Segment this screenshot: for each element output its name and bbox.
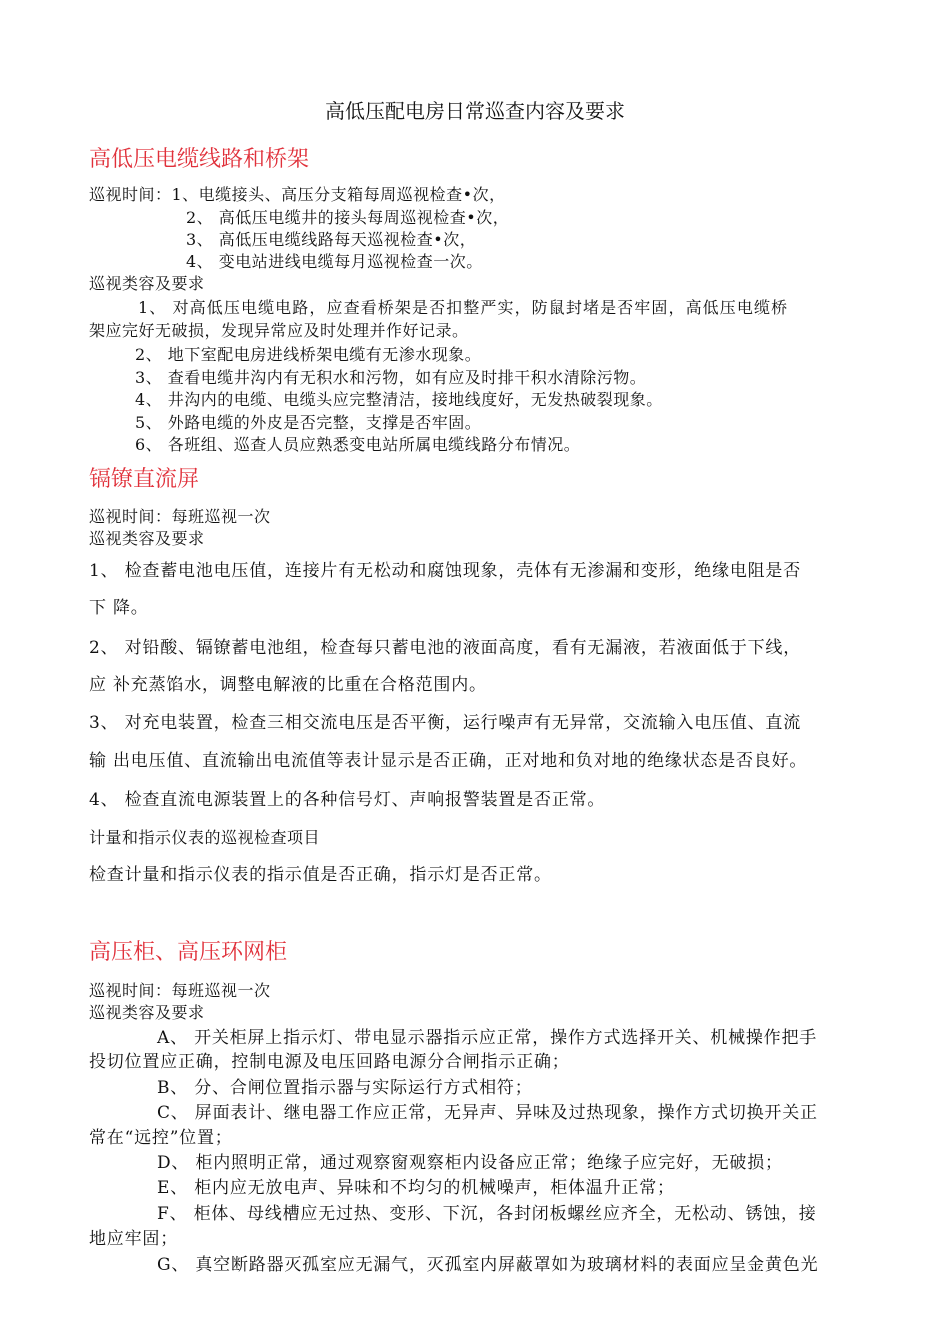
requirement-item: 3、 对充电装置，检查三相交流电压是否平衡，运行噪声有无异常，交流输入电压值、直流 — [89, 713, 802, 733]
requirement-item: 1、 检查蓄电池电压值，连接片有无松动和腐蚀现象，壳体有无渗漏和变形，绝缘电阻是否 — [89, 561, 802, 581]
requirement-item: 2、 地下室配电房进线桥架电缆有无渗水现象。 — [135, 345, 482, 364]
requirement-item: C、 屏面表计、继电器工作应正常，无异声、异味及过热现象，操作方式切换开关正 — [157, 1103, 818, 1123]
requirement-item: 地应牢固； — [89, 1229, 178, 1249]
requirement-item: G、 真空断路器灭孤室应无漏气，灭孤室内屏蔽罩如为玻璃材料的表面应呈金黄色光 — [157, 1255, 819, 1275]
sub-heading: 计量和指示仪表的巡视检查项目 — [89, 828, 321, 847]
requirement-item: 3、 查看电缆井沟内有无积水和污物，如有应及时排干积水清除污物。 — [135, 368, 647, 387]
inspection-time-line: 2、 高低压电缆井的接头每周巡视检查•次， — [186, 208, 510, 227]
requirement-item: 6、 各班组、巡查人员应熟悉变电站所属电缆线路分布情况。 — [135, 435, 581, 454]
requirement-item: 下 降。 — [89, 598, 149, 618]
inspection-time-line: 4、 变电站进线电缆每月巡视检查一次。 — [186, 252, 483, 271]
requirements-label: 巡视类容及要求 — [89, 274, 205, 293]
requirement-item: 输 出电压值、直流输出电流值等表计显示是否正确，正对地和负对地的绝缘状态是否良好。 — [89, 751, 808, 771]
section-heading-cable: 高低压电缆线路和桥架 — [89, 147, 310, 172]
requirements-label: 巡视类容及要求 — [89, 529, 205, 548]
section-heading-hv-cabinet: 高压柜、高压环网柜 — [89, 940, 288, 965]
requirement-item: B、 分、合闸位置指示器与实际运行方式相符； — [157, 1078, 533, 1098]
inspection-time-line: 巡视时间：每班巡视一次 — [89, 981, 271, 1000]
requirement-item: E、 柜内应无放电声、异味和不均匀的机械噪声，柜体温升正常； — [157, 1178, 675, 1198]
inspection-time-line: 巡视时间：每班巡视一次 — [89, 507, 271, 526]
inspection-time-line: 3、 高低压电缆线路每天巡视检查•次， — [186, 230, 477, 249]
requirement-item: F、 柜体、母线槽应无过热、变形、下沉，各封闭板螺丝应齐全，无松动、锈蚀，接 — [157, 1204, 817, 1224]
requirement-item: D、 柜内照明正常，通过观察窗观察柜内设备应正常；绝缘子应完好，无破损； — [157, 1153, 783, 1173]
requirement-item: 检查计量和指示仪表的指示值是否正确，指示灯是否正常。 — [89, 865, 552, 885]
document-title: 高低压配电房日常巡查内容及要求 — [325, 99, 625, 123]
requirement-item: 2、 对铅酸、镉镣蓄电池组，检查每只蓄电池的液面高度，看有无漏液，若液面低于下线， — [89, 638, 802, 658]
requirements-label: 巡视类容及要求 — [89, 1003, 205, 1022]
requirement-item: A、 开关柜屏上指示灯、带电显示器指示应正常，操作方式选择开关、机械操作把手 — [157, 1028, 818, 1048]
requirement-item: 5、 外路电缆的外皮是否完整，支撑是否牢固。 — [135, 413, 482, 432]
requirement-item: 1、 对高低压电缆电路，应查看桥架是否扣整严实，防鼠封堵是否牢固，高低压电缆桥 — [138, 298, 789, 317]
requirement-item: 4、 井沟内的电缆、电缆头应完整清洁，接地线度好，无发热破裂现象。 — [135, 390, 663, 409]
requirement-item: 应 补充蒸馅水，调整电解液的比重在合格范围内。 — [89, 675, 487, 695]
section-heading-dc-panel: 镉镣直流屏 — [89, 467, 200, 492]
requirement-item: 投切位置应正确，控制电源及电压回路电源分合闸指示正确； — [89, 1052, 570, 1072]
requirement-item: 架应完好无破损，发现异常应及时处理并作好记录。 — [89, 321, 469, 340]
requirement-item: 常在“远控”位置； — [89, 1128, 233, 1148]
inspection-time-line: 巡视时间：1、电缆接头、高压分支箱每周巡视检查•次， — [89, 185, 506, 204]
requirement-item: 4、 检查直流电源装置上的各种信号灯、声响报警装置是否正常。 — [89, 790, 606, 810]
